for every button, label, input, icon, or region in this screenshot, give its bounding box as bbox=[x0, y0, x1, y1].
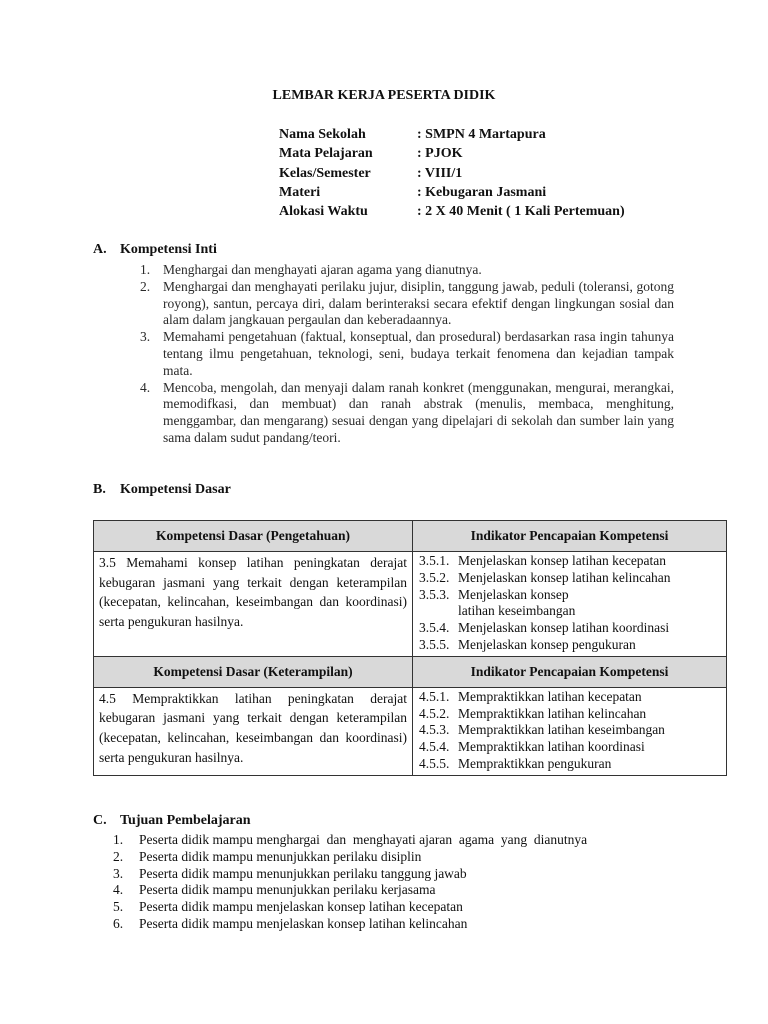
list-item bbox=[118, 262, 674, 279]
info-label: Nama Sekolah bbox=[279, 127, 366, 142]
info-value: : VIII/1 bbox=[417, 165, 463, 181]
list-number: 3. bbox=[113, 865, 124, 881]
list-number: 2. bbox=[140, 278, 151, 294]
kompetensi-dasar-table bbox=[93, 520, 727, 776]
list-number: 6. bbox=[113, 915, 124, 931]
info-row-material bbox=[279, 183, 625, 202]
list-number: 1. bbox=[140, 262, 151, 277]
indicator-item bbox=[419, 756, 721, 773]
indicator-number: 4.5.4. bbox=[419, 739, 450, 755]
indicator-item bbox=[419, 739, 721, 756]
info-label: Mata Pelajaran bbox=[279, 146, 373, 162]
indicator-cell bbox=[413, 687, 727, 775]
list-text: Memahami pengetahuan (faktual, konseptual, dan prosedural) berdasarkan rasa ingin tahunya tentang ilmu pengetahuan, teknologi, seni, budaya terkait fenomena dan kejadian tampak mata. bbox=[163, 329, 674, 378]
list-item bbox=[113, 916, 587, 933]
info-value: : Kebugaran Jasmani bbox=[417, 184, 547, 200]
list-text: Peserta didik mampu menjelaskan konsep latihan kelincahan bbox=[139, 915, 468, 931]
list-number: 4. bbox=[113, 882, 124, 898]
indicator-number: 3.5.1. bbox=[419, 553, 450, 568]
indicator-text: Mempraktikkan latihan keseimbangan bbox=[458, 722, 665, 738]
table-header-cell: Kompetensi Dasar (Keterampilan) bbox=[94, 656, 413, 687]
indicator-item bbox=[419, 637, 721, 654]
info-value: : PJOK bbox=[417, 146, 463, 162]
section-letter: B. bbox=[93, 482, 106, 497]
info-row-class bbox=[279, 164, 625, 183]
list-text: Mencoba, mengolah, dan menyaji dalam ranah konkret (menggunakan, mengurai, merangkai, memodifkasi, dan membuat) dan ranah abstrak (menulis, membaca, menghitung, menggambar, dan mengarang) sesuai dengan yang dipelajari di sekolah dan sumber lain yang sama dalam sudut pandang/teori. bbox=[163, 379, 674, 445]
indicator-item bbox=[419, 587, 721, 621]
list-text: Peserta didik mampu menunjukkan perilaku kerjasama bbox=[139, 882, 436, 898]
indicator-text: Menjelaskan konsep latihan kelincahan bbox=[458, 569, 671, 585]
indicator-number: 3.5.3. bbox=[419, 586, 450, 602]
info-value: : 2 X 40 Menit ( 1 Kali Pertemuan) bbox=[417, 204, 625, 220]
list-text: Menghargai dan menghayati perilaku jujur, disiplin, tanggung jawab, peduli (toleransi, gotong royong), santun, percaya diri, dalam berinteraksi secara efektif dengan lingkungan sosial dan alam dalam jangkauan pergaulan dan keberadaannya. bbox=[163, 278, 674, 328]
info-row-school bbox=[279, 125, 625, 144]
indicator-item bbox=[419, 706, 721, 723]
indicator-cell bbox=[413, 552, 727, 657]
identity-block bbox=[279, 125, 625, 221]
table-row bbox=[94, 552, 727, 657]
list-item bbox=[113, 849, 587, 866]
info-label: Kelas/Semester bbox=[279, 165, 371, 181]
indicator-text: Menjelaskan konsep latihan kecepatan bbox=[458, 553, 667, 568]
list-number: 5. bbox=[113, 899, 124, 915]
indicator-text: Menjelaskan konsep latihan koordinasi bbox=[458, 620, 670, 636]
indicator-item bbox=[419, 722, 721, 739]
section-c-heading bbox=[93, 813, 251, 829]
indicator-text: Mempraktikkan latihan koordinasi bbox=[458, 739, 645, 755]
indicator-number: 3.5.2. bbox=[419, 569, 450, 585]
list-item bbox=[113, 882, 587, 899]
indicator-item bbox=[419, 553, 721, 570]
section-a-heading bbox=[93, 242, 217, 258]
list-item bbox=[113, 899, 587, 916]
table-header-row bbox=[94, 656, 727, 687]
section-b-heading bbox=[93, 482, 231, 498]
section-title: Tujuan Pembelajaran bbox=[120, 813, 251, 828]
indicator-number: 3.5.4. bbox=[419, 620, 450, 636]
list-text: Peserta didik mampu menunjukkan perilaku disiplin bbox=[139, 848, 422, 864]
section-title: Kompetensi Inti bbox=[120, 242, 217, 257]
list-item bbox=[118, 329, 674, 379]
list-item bbox=[113, 866, 587, 883]
list-text: Peserta didik mampu menghargai dan menghayati ajaran agama yang dianutnya bbox=[139, 832, 588, 847]
indicator-item bbox=[419, 570, 721, 587]
list-text: Menghargai dan menghayati ajaran agama yang dianutnya. bbox=[163, 262, 482, 277]
indicator-text: Menjelaskan konsep pengukuran bbox=[458, 636, 636, 652]
section-letter: C. bbox=[93, 813, 107, 828]
indicator-text: Mempraktikkan pengukuran bbox=[458, 755, 612, 771]
kd-keterampilan-cell: 4.5 Mempraktikkan latihan peningkatan derajat kebugaran jasmani yang terkait dengan keterampilan (kecepatan, kelincahan, keseimbangan dan koordinasi) serta pengukuran hasilnya. bbox=[94, 687, 413, 775]
list-number: 2. bbox=[113, 848, 124, 864]
list-number: 4. bbox=[140, 379, 151, 395]
page-title: LEMBAR KERJA PESERTA DIDIK bbox=[272, 88, 496, 103]
list-item bbox=[118, 380, 674, 447]
info-label: Materi bbox=[279, 184, 321, 200]
list-number: 1. bbox=[113, 832, 124, 847]
info-row-subject bbox=[279, 144, 625, 163]
table-header-row bbox=[94, 521, 727, 552]
indicator-number: 4.5.3. bbox=[419, 722, 450, 738]
section-letter: A. bbox=[93, 242, 107, 257]
indicator-number: 3.5.5. bbox=[419, 636, 450, 652]
indicator-number: 4.5.5. bbox=[419, 755, 450, 771]
indicator-number: 4.5.1. bbox=[419, 688, 450, 704]
indicator-item bbox=[419, 689, 721, 706]
table-header-cell: Indikator Pencapaian Kompetensi bbox=[413, 656, 727, 687]
list-item bbox=[118, 279, 674, 329]
list-text: Peserta didik mampu menunjukkan perilaku tanggung jawab bbox=[139, 865, 467, 881]
list-item bbox=[113, 832, 587, 849]
indicator-text: Mempraktikkan latihan kecepatan bbox=[458, 688, 642, 704]
info-row-time bbox=[279, 202, 625, 221]
indicator-text: Mempraktikkan latihan kelincahan bbox=[458, 705, 647, 721]
table-header-cell: Kompetensi Dasar (Pengetahuan) bbox=[94, 521, 413, 552]
kompetensi-inti-list bbox=[118, 262, 674, 447]
tujuan-list bbox=[113, 832, 587, 933]
indicator-item bbox=[419, 620, 721, 637]
table-row bbox=[94, 687, 727, 775]
indicator-text: Menjelaskan konsep latihan keseimbangan bbox=[458, 586, 576, 619]
info-value: : SMPN 4 Martapura bbox=[417, 127, 546, 142]
indicator-number: 4.5.2. bbox=[419, 705, 450, 721]
info-label: Alokasi Waktu bbox=[279, 204, 368, 220]
list-number: 3. bbox=[140, 329, 151, 345]
section-title: Kompetensi Dasar bbox=[120, 482, 231, 497]
table-header-cell: Indikator Pencapaian Kompetensi bbox=[413, 521, 727, 552]
list-text: Peserta didik mampu menjelaskan konsep latihan kecepatan bbox=[139, 899, 463, 915]
kd-pengetahuan-cell: 3.5 Memahami konsep latihan peningkatan derajat kebugaran jasmani yang terkait dengan keterampilan (kecepatan, kelincahan, keseimbangan dan koordinasi) serta pengukuran hasilnya. bbox=[94, 552, 413, 657]
